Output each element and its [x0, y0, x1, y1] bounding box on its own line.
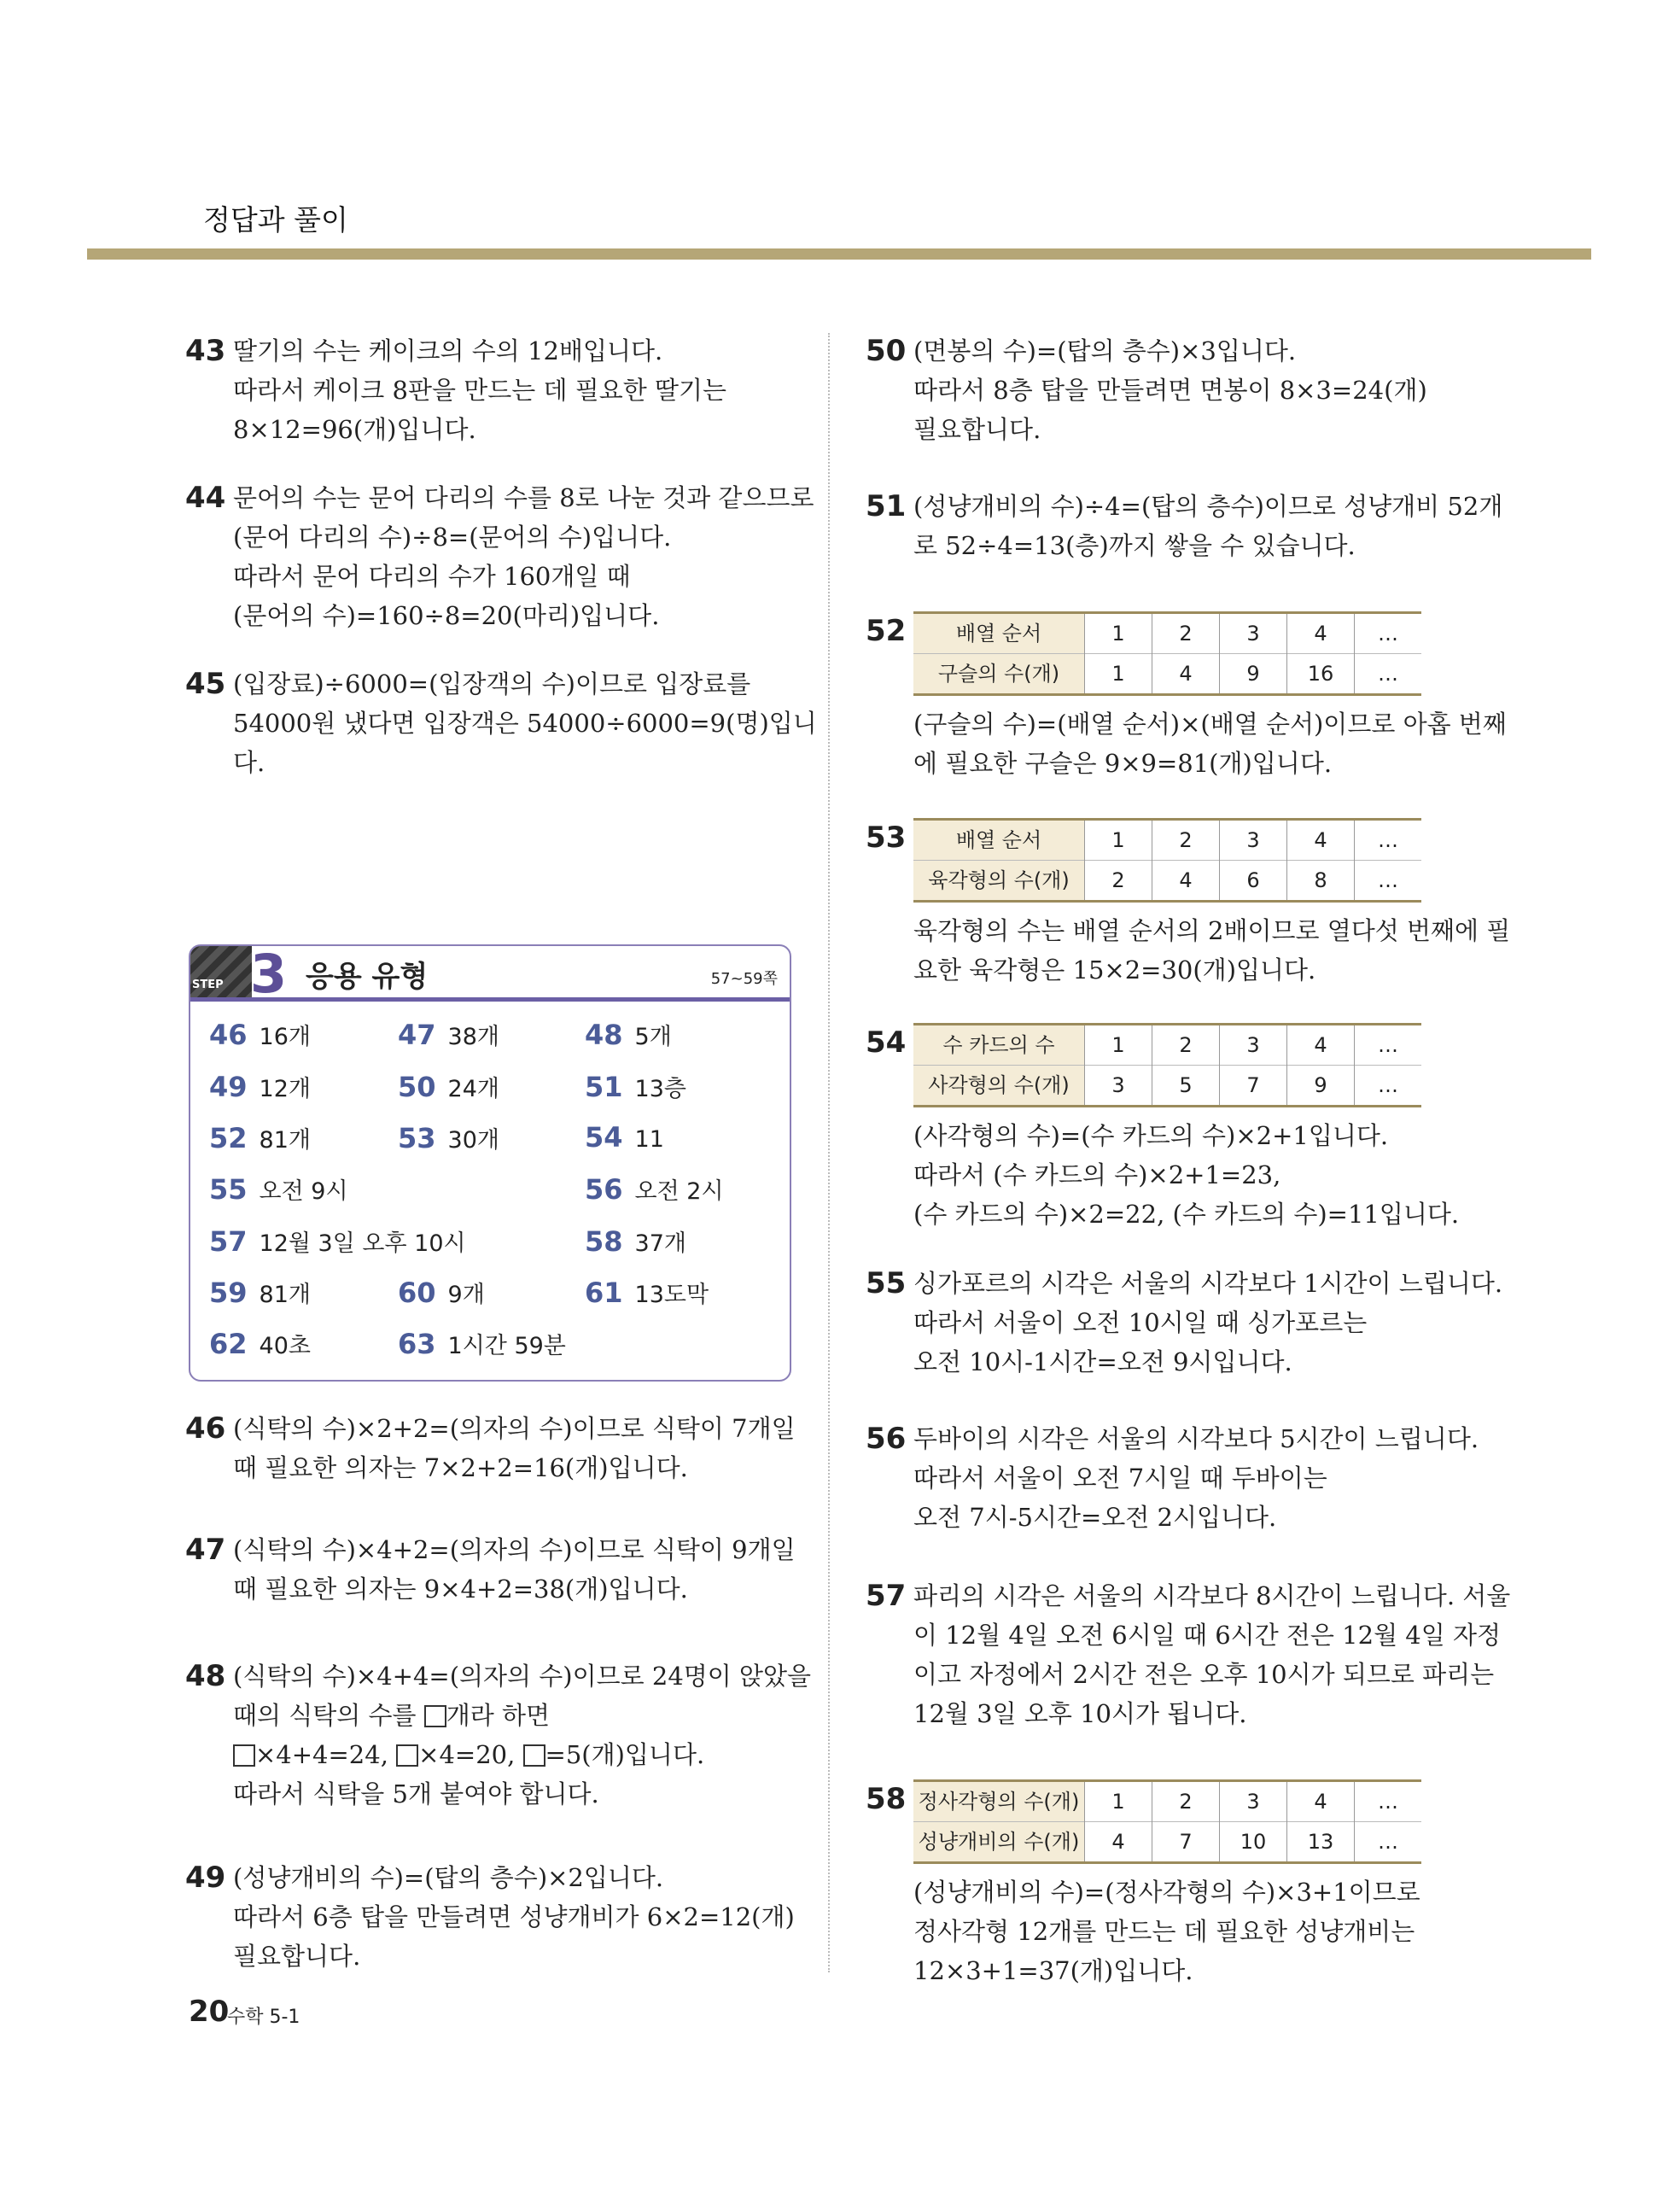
answer-item: 59 81개: [209, 1277, 311, 1309]
table-cell: 2: [1152, 613, 1220, 654]
problem-number: 45: [185, 667, 226, 701]
table-cell: 2: [1085, 861, 1152, 902]
table-cell: 7: [1152, 1822, 1220, 1863]
text-line: 육각형의 수는 배열 순서의 2배이므로 열다섯 번째에 필: [913, 916, 1511, 945]
answer-item: 60 9개: [398, 1277, 485, 1309]
answer-item: 51 13층: [585, 1071, 686, 1103]
table-cell: 2: [1152, 1781, 1220, 1822]
text-line: (면봉의 수)=(탑의 층수)×3입니다.: [913, 336, 1297, 365]
sequence-table: [913, 611, 1421, 696]
table-header-cell: 사각형의 수(개): [913, 1066, 1085, 1107]
table-cell: …: [1355, 613, 1422, 654]
problem-50: [866, 331, 1427, 449]
problem-47: [185, 1530, 796, 1609]
sequence-table: [913, 1023, 1421, 1107]
table-cell: 16: [1287, 654, 1355, 695]
column-divider: [828, 333, 830, 1972]
text-line: 따라서 서울이 오전 7시일 때 두바이는: [913, 1464, 1327, 1493]
problem-number: 43: [185, 334, 226, 368]
text-line: 때의 식탁의 수를 개라 하면: [233, 1701, 551, 1730]
header-rule: [87, 248, 1591, 260]
answer-item: 47 38개: [398, 1019, 499, 1051]
table-cell: 5: [1152, 1066, 1220, 1107]
table-cell: 3: [1220, 820, 1287, 861]
table-cell: 1: [1085, 820, 1152, 861]
table-cell: 4: [1085, 1822, 1152, 1863]
problem-58: [866, 1779, 1421, 1990]
table-cell: 4: [1287, 1781, 1355, 1822]
text-line: (성냥개비의 수)=(정사각형의 수)×3+1이므로: [913, 1878, 1420, 1907]
problem-number: 57: [866, 1579, 907, 1613]
table-cell: 6: [1220, 861, 1287, 902]
answer-item: 49 12개: [209, 1071, 311, 1103]
table-cell: 3: [1220, 1025, 1287, 1066]
answer-item: 46 16개: [209, 1019, 311, 1051]
text-line: 12×3+1=37(개)입니다.: [913, 1956, 1193, 1985]
problem-55: [866, 1264, 1503, 1382]
table-header-cell: 배열 순서: [913, 613, 1085, 654]
text-line: (구슬의 수)=(배열 순서)×(배열 순서)이므로 아홉 번째: [913, 710, 1507, 739]
text-line: 오전 10시-1시간=오전 9시입니다.: [913, 1347, 1292, 1376]
answer-item: 55 오전 9시: [209, 1173, 348, 1206]
blank-box-icon: [523, 1744, 545, 1767]
text-line: 따라서 서울이 오전 10시일 때 싱가포르는: [913, 1308, 1368, 1337]
table-cell: 9: [1220, 654, 1287, 695]
text-line: 8×12=96(개)입니다.: [233, 415, 476, 444]
problem-51: [866, 487, 1503, 565]
problem-number: 58: [866, 1782, 907, 1816]
problem-43: [185, 331, 727, 449]
problem-52: [866, 611, 1507, 783]
text-line: 에 필요한 구슬은 9×9=81(개)입니다.: [913, 749, 1333, 778]
table-cell: 10: [1220, 1822, 1287, 1863]
text-line: 따라서 식탁을 5개 붙여야 합니다.: [233, 1779, 599, 1808]
problem-54: [866, 1023, 1460, 1234]
problem-number: 48: [185, 1659, 226, 1693]
problem-44: [185, 478, 814, 635]
answer-item: 61 13도막: [585, 1277, 709, 1309]
problem-45: [185, 664, 817, 782]
problem-number: 51: [866, 489, 907, 523]
problem-number: 52: [866, 614, 907, 648]
problem-number: 44: [185, 481, 226, 515]
text-line: 때 필요한 의자는 7×2+2=16(개)입니다.: [233, 1453, 688, 1482]
text-line: 문어의 수는 문어 다리의 수를 8로 나눈 것과 같으므로: [233, 483, 814, 512]
problem-number: 47: [185, 1533, 226, 1567]
problem-number: 54: [866, 1025, 907, 1060]
table-header-cell: 수 카드의 수: [913, 1025, 1085, 1066]
problem-57: [866, 1576, 1511, 1733]
text-line: 따라서 문어 다리의 수가 160개일 때: [233, 562, 631, 591]
table-cell: …: [1355, 820, 1422, 861]
page-range: 57~59쪽: [710, 970, 778, 988]
text-line: (수 카드의 수)×2=22, (수 카드의 수)=11입니다.: [913, 1200, 1460, 1229]
table-cell: 2: [1152, 820, 1220, 861]
step-title: 응용 유형: [306, 960, 429, 994]
page-number: 20: [189, 1995, 230, 2029]
table-cell: 3: [1220, 1781, 1287, 1822]
table-cell: 1: [1085, 654, 1152, 695]
table-header-cell: 배열 순서: [913, 820, 1085, 861]
table-cell: 4: [1287, 613, 1355, 654]
table-cell: …: [1355, 654, 1422, 695]
text-line: 54000원 냈다면 입장객은 54000÷6000=9(명)입니: [233, 709, 817, 738]
table-cell: 3: [1220, 613, 1287, 654]
table-cell: 3: [1085, 1066, 1152, 1107]
table-cell: …: [1355, 861, 1422, 902]
table-cell: …: [1355, 1025, 1422, 1066]
table-cell: 9: [1287, 1066, 1355, 1107]
problem-number: 55: [866, 1266, 907, 1300]
problem-number: 53: [866, 821, 907, 855]
text-line: 12월 3일 오후 10시가 됩니다.: [913, 1699, 1247, 1728]
text-line: 싱가포르의 시각은 서울의 시각보다 1시간이 느립니다.: [913, 1269, 1503, 1298]
problem-number: 50: [866, 334, 907, 368]
answer-item: 48 5개: [585, 1019, 672, 1051]
table-cell: 4: [1152, 861, 1220, 902]
text-line: (성냥개비의 수)÷4=(탑의 층수)이므로 성냥개비 52개: [913, 492, 1503, 521]
text-line: (문어의 수)=160÷8=20(마리)입니다.: [233, 601, 660, 630]
step-number: 3: [250, 944, 288, 1005]
answer-summary-box: [189, 944, 791, 1382]
text-line: (식탁의 수)×4+2=(의자의 수)이므로 식탁이 9개일: [233, 1535, 796, 1564]
text-line: 따라서 8층 탑을 만들려면 면봉이 8×3=24(개): [913, 376, 1427, 405]
problem-number: 49: [185, 1861, 226, 1895]
table-header-cell: 정사각형의 수(개): [913, 1781, 1085, 1822]
answer-item: 56 오전 2시: [585, 1173, 724, 1206]
answer-item: 63 1시간 59분: [398, 1328, 566, 1360]
text-line: (입장료)÷6000=(입장객의 수)이므로 입장료를: [233, 669, 751, 698]
table-cell: 4: [1287, 820, 1355, 861]
book-title: 수학 5-1: [227, 2007, 300, 2028]
text-line: 이고 자정에서 2시간 전은 오후 10시가 되므로 파리는: [913, 1660, 1495, 1689]
problem-46: [185, 1409, 796, 1487]
table-cell: …: [1355, 1066, 1422, 1107]
problem-number: 46: [185, 1411, 226, 1446]
text-line: ×4+4=24, ×4=20, =5(개)입니다.: [233, 1735, 811, 1774]
text-line: 로 52÷4=13(층)까지 쌓을 수 있습니다.: [913, 531, 1356, 560]
answer-item: 62 40초: [209, 1328, 311, 1360]
problem-53: [866, 818, 1511, 990]
text-line: 따라서 (수 카드의 수)×2+1=23,: [913, 1160, 1281, 1189]
table-cell: 1: [1085, 613, 1152, 654]
text-line: 오전 7시-5시간=오전 2시입니다.: [913, 1503, 1277, 1532]
text-line: 때 필요한 의자는 9×4+2=38(개)입니다.: [233, 1575, 688, 1604]
text-line: 정사각형 12개를 만드는 데 필요한 성냥개비는: [913, 1917, 1415, 1946]
table-cell: 7: [1220, 1066, 1287, 1107]
text-line: 파리의 시각은 서울의 시각보다 8시간이 느립니다. 서울: [913, 1581, 1511, 1610]
table-header-cell: 성냥개비의 수(개): [913, 1822, 1085, 1863]
table-cell: …: [1355, 1781, 1422, 1822]
blank-box-icon: [424, 1705, 446, 1727]
text-line: 이 12월 4일 오전 6시일 때 6시간 전은 12월 4일 자정: [913, 1621, 1502, 1650]
table-header-cell: 구슬의 수(개): [913, 654, 1085, 695]
table-header-cell: 육각형의 수(개): [913, 861, 1085, 902]
text-line: (성냥개비의 수)=(탑의 층수)×2입니다.: [233, 1863, 664, 1892]
table-cell: 4: [1287, 1025, 1355, 1066]
table-cell: 13: [1287, 1822, 1355, 1863]
text-line: 따라서 케이크 8판을 만드는 데 필요한 딸기는: [233, 376, 727, 405]
section-title: 정답과 풀이: [203, 203, 348, 237]
table-cell: 8: [1287, 861, 1355, 902]
sequence-table: [913, 818, 1421, 903]
table-cell: 1: [1085, 1025, 1152, 1066]
table-cell: …: [1355, 1822, 1422, 1863]
text-line: 필요합니다.: [913, 415, 1041, 444]
problem-56: [866, 1419, 1479, 1537]
text-line: 요한 육각형은 15×2=30(개)입니다.: [913, 955, 1316, 984]
answer-item: 50 24개: [398, 1071, 499, 1103]
answer-item: 53 30개: [398, 1122, 499, 1154]
table-cell: 1: [1085, 1781, 1152, 1822]
answer-item: 58 37개: [585, 1225, 686, 1258]
text-line: 다.: [233, 748, 265, 777]
problem-48: [185, 1656, 812, 1814]
text-line: (식탁의 수)×2+2=(의자의 수)이므로 식탁이 7개일: [233, 1414, 796, 1443]
problem-49: [185, 1858, 795, 1976]
answer-item: 54 11: [585, 1121, 664, 1154]
answer-item: 52 81개: [209, 1122, 311, 1154]
text-line: 필요합니다.: [233, 1942, 361, 1971]
blank-box-icon: [396, 1744, 418, 1767]
table-cell: 2: [1152, 1025, 1220, 1066]
text-line: 따라서 6층 탑을 만들려면 성냥개비가 6×2=12(개): [233, 1902, 795, 1931]
step-header: [190, 944, 790, 1005]
text-line: (사각형의 수)=(수 카드의 수)×2+1입니다.: [913, 1121, 1389, 1150]
step-label: STEP: [192, 979, 224, 991]
text-line: 두바이의 시각은 서울의 시각보다 5시간이 느립니다.: [913, 1424, 1479, 1453]
text-line: (문어 다리의 수)÷8=(문어의 수)입니다.: [233, 523, 672, 552]
answer-item: 57 12월 3일 오후 10시: [209, 1225, 466, 1258]
text-line: 딸기의 수는 케이크의 수의 12배입니다.: [233, 336, 663, 365]
table-cell: 4: [1152, 654, 1220, 695]
text-line: (식탁의 수)×4+4=(의자의 수)이므로 24명이 앉았을: [233, 1662, 812, 1691]
problem-number: 56: [866, 1422, 907, 1456]
blank-box-icon: [233, 1744, 255, 1767]
sequence-table: [913, 1779, 1421, 1864]
